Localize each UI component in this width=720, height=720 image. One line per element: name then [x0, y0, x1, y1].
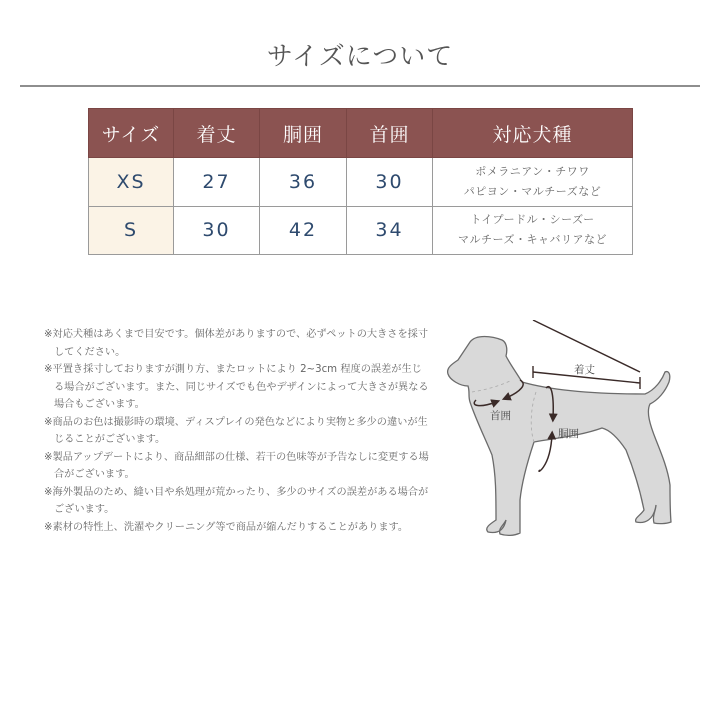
breeds-line: マルチーズ・キャバリアなど	[458, 233, 607, 247]
size-chart-table	[88, 108, 633, 255]
breeds-line: パピヨン・マルチーズなど	[463, 184, 602, 198]
size-cell: XS	[89, 158, 174, 207]
breeds-line: トイプードル・シーズー	[470, 213, 595, 227]
page-title: サイズについて	[266, 42, 454, 72]
note-item: ※素材の特性上、洗濯やクリーニング等で商品が縮んだりすることがあります。	[44, 521, 409, 533]
header-chest: 胴囲	[260, 109, 347, 158]
neck-cell: 34	[347, 206, 433, 255]
length-cell: 27	[174, 158, 260, 207]
size-cell: S	[89, 206, 174, 255]
note-item: ※対応犬種はあくまで目安です。個体差がありますので、必ずペットの大きさを採寸してください。	[44, 329, 429, 358]
chest-cell: 36	[260, 158, 347, 207]
breeds-line: ポメラニアン・チワワ	[475, 164, 590, 178]
header-neck: 首囲	[347, 109, 433, 158]
breeds-cell	[433, 206, 633, 255]
chest-cell: 42	[260, 206, 347, 255]
breeds-cell	[433, 158, 633, 207]
title-divider	[20, 85, 700, 87]
neck-label: 首囲	[490, 410, 511, 422]
neck-cell: 30	[347, 158, 433, 207]
note-item: ※商品のお色は撮影時の環境、ディスプレイの発色などにより実物と多少の違いが生じることがございます。	[44, 416, 428, 445]
note-item: ※製品アップデートにより、商品細部の仕様、若干の色味等が予告なしに変更する場合がございます。	[44, 451, 429, 480]
length-cell: 30	[174, 206, 260, 255]
table-row	[89, 158, 633, 207]
note-item: ※海外製品のため、縫い目や糸処理が荒かったり、多少のサイズの誤差がある場合がございます。	[44, 486, 429, 515]
table-header-row	[89, 109, 633, 158]
table-row	[89, 206, 633, 255]
dog-measurement-diagram	[440, 320, 700, 550]
notes-list	[44, 326, 429, 536]
header-length: 着丈	[174, 109, 260, 158]
length-label: 着丈	[574, 364, 595, 376]
chest-label: 胴囲	[558, 428, 579, 440]
note-item: ※平置き採寸しておりますが測り方、またロットにより 2~3cm 程度の誤差が生じる場合がございます。また、同じサイズでも色やデザインによって大きさが異なる場合もございます。	[44, 364, 429, 410]
header-size: サイズ	[89, 109, 174, 158]
header-breeds: 対応犬種	[433, 109, 633, 158]
